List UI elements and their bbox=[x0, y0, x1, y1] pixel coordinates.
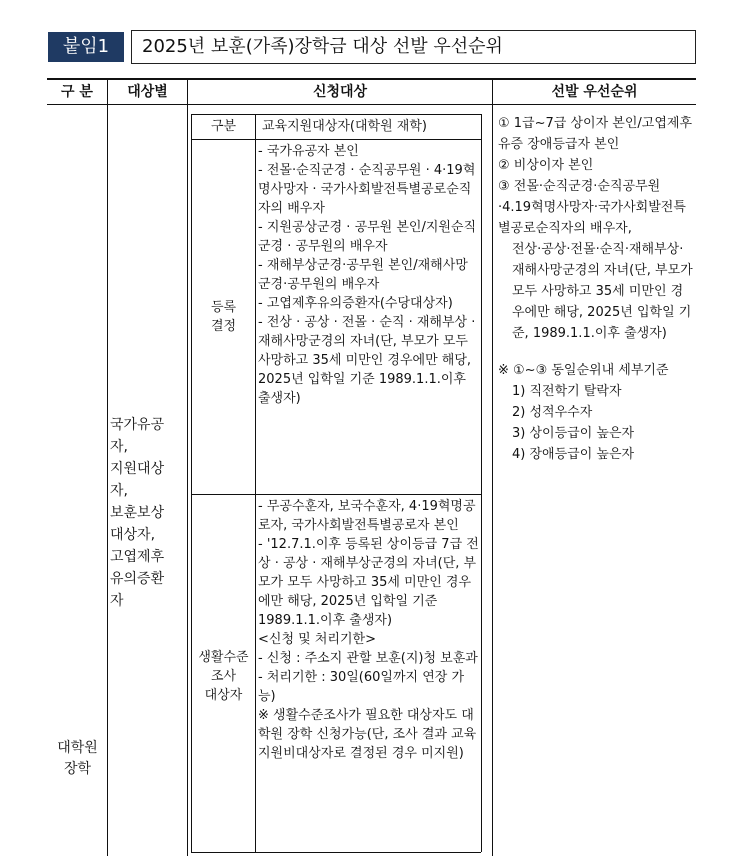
priority-sub-1: 1) 직전학기 탈락자 bbox=[512, 384, 622, 399]
inner-mid bbox=[255, 114, 256, 852]
inner-header-target: 교육지원대상자(대학원 재학) bbox=[262, 119, 427, 134]
inner-header-gubun: 구분 bbox=[210, 119, 237, 134]
list-item: - 재해부상군경·공무원 본인/재해사망군경·공무원의 배우자 bbox=[258, 258, 468, 292]
registration-label: 등록 결정 bbox=[210, 300, 237, 334]
priority-item-1: ① 1급~7급 상이자 본인/고엽제후유증 장애등급자 본인 bbox=[498, 116, 693, 152]
list-item: - 전몰·순직군경 · 순직공무원 · 4·19혁명사망자 · 국가사회발전특별공로순직자의 배우자 bbox=[258, 163, 476, 216]
list-item: - 지원공상군경 · 공무원 본인/지원순직군경 · 공무원의 배우자 bbox=[258, 220, 477, 254]
registration-list bbox=[258, 142, 480, 408]
list-item: - 전상 · 공상 · 전몰 · 순직 · 재해부상 · 재해사망군경의 자녀(단, 부모가 모두 사망하고 35세 미만인 경우에만 해당, 2025년 입학일 기준 1989.1.1.이후 출생자) bbox=[258, 315, 476, 406]
living-list bbox=[258, 497, 480, 763]
priority-sub-4: 4) 장애등급이 높은자 bbox=[512, 447, 635, 462]
attachment-badge: 붙임1 bbox=[48, 32, 124, 62]
list-item: - 무공수훈자, 보국수훈자, 4·19혁명공로자, 국가사회발전특별공로자 본인 bbox=[258, 499, 476, 533]
list-item: - 고엽제후유의증환자(수당대상자) bbox=[258, 296, 453, 311]
header-gubun: 구 분 bbox=[61, 84, 93, 100]
list-item: - 국가유공자 본인 bbox=[258, 144, 359, 159]
living-label: 생활수준 조사 대상자 bbox=[198, 650, 249, 703]
priority-item-3-children: 전상·공상·전몰·순직·재해부상·재해사망군경의 자녀(단, 부모가 모두 사망하고 35세 미만인 경우에만 해당, 2025년 입학일 기준, 1989.1.1.이후 출생자) bbox=[512, 242, 693, 341]
col-divider-3 bbox=[492, 78, 493, 856]
priority-item-2: ② 비상이자 본인 bbox=[498, 158, 594, 173]
header-priority: 선발 우선순위 bbox=[551, 84, 638, 100]
header-target-group: 대상별 bbox=[127, 84, 168, 100]
col-divider-2 bbox=[187, 78, 188, 856]
header-applicant: 신청대상 bbox=[312, 84, 368, 100]
target-group-label: 국가유공 자, 지원대상 자, 보훈보상 대상자, 고엽제후 유의증환 자 bbox=[110, 417, 165, 609]
list-item: - 신청 : 주소지 관할 보훈(지)청 보훈과 bbox=[258, 651, 478, 666]
page-title: 2025년 보훈(가족)장학금 대상 선발 우선순위 bbox=[131, 30, 696, 64]
inner-row-divider bbox=[191, 494, 481, 495]
priority-note: ※ ①~③ 동일순위내 세부기준 bbox=[498, 363, 669, 378]
priority-sub-3: 3) 상이등급이 높은자 bbox=[512, 426, 635, 441]
list-item: ※ 생활수준조사가 필요한 대상자도 대학원 장학 신청가능(단, 조사 결과 교육지원비대상자로 결정된 경우 미지원) bbox=[258, 708, 477, 761]
inner-left bbox=[191, 114, 192, 852]
inner-header-bottom bbox=[191, 139, 481, 140]
inner-right bbox=[481, 114, 482, 852]
inner-bottom bbox=[191, 852, 481, 853]
priority-item-3: ③ 전몰·순직군경·순직공무원·4.19혁명사망자·국가사회발전특별공로순직자의 배우자, bbox=[498, 179, 686, 236]
list-item: - 처리기한 : 30일(60일까지 연장 가능) bbox=[258, 670, 465, 704]
inner-top bbox=[191, 114, 481, 115]
priority-sub-2: 2) 성적우수자 bbox=[512, 405, 593, 420]
col-divider-1 bbox=[107, 78, 108, 856]
list-item: - '12.7.1.이후 등록된 상이등급 7급 전상 · 공상 · 재해부상군경의 자녀(단, 부모가 모두 사망하고 35세 미만인 경우에만 해당, 2025년 입학일 기준 1989.1.1.이후 출생자) bbox=[258, 537, 479, 628]
list-item: <신청 및 처리기한> bbox=[258, 632, 376, 647]
priority-section bbox=[498, 113, 693, 465]
table-header-border bbox=[47, 104, 696, 105]
category-label: 대학원 장학 bbox=[57, 740, 98, 777]
